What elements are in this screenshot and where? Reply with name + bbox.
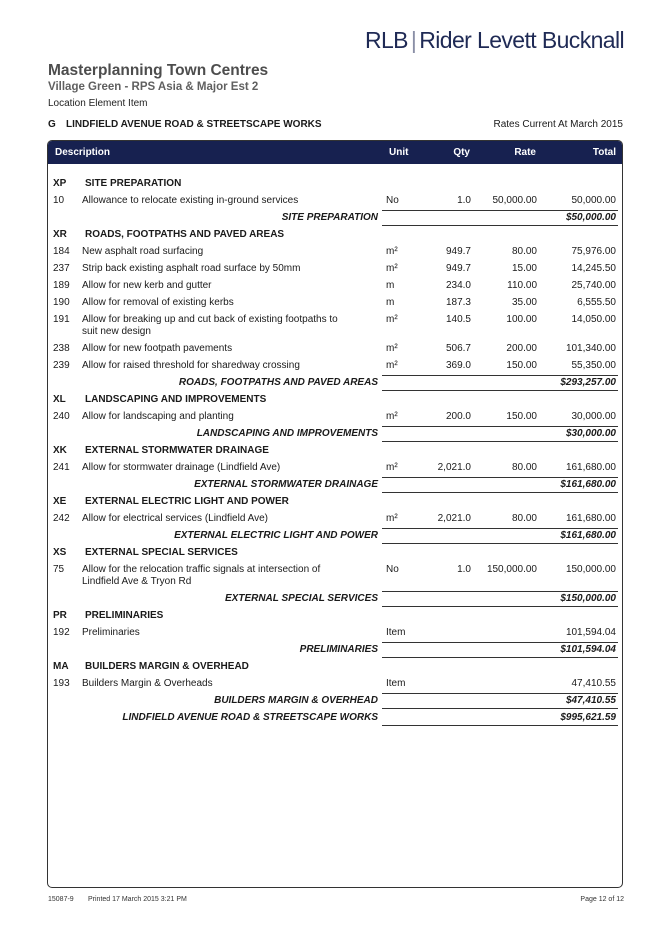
col-unit: Unit bbox=[389, 147, 409, 158]
item-qty: 234.0 bbox=[445, 280, 471, 291]
logo-separator: | bbox=[410, 27, 417, 53]
item-total: 150,000.00 bbox=[565, 564, 616, 575]
grand-total-rule bbox=[382, 725, 618, 726]
subtotal-top-rule bbox=[382, 375, 618, 376]
item-unit: Item bbox=[386, 627, 406, 638]
rlb-logo bbox=[365, 27, 624, 54]
section-code: XR bbox=[53, 229, 67, 240]
footer-page: Page 12 of 12 bbox=[580, 896, 624, 903]
item-unit: m² bbox=[386, 411, 398, 422]
item-description: Allow for new footpath pavements bbox=[82, 343, 233, 354]
rates-current: Rates Current At March 2015 bbox=[493, 119, 623, 130]
section-code: XP bbox=[53, 178, 67, 189]
item-unit: m² bbox=[386, 246, 398, 257]
item-description: Allow for new kerb and gutter bbox=[82, 280, 212, 291]
item-qty: 1.0 bbox=[457, 195, 471, 206]
subtotal-label: LANDSCAPING AND IMPROVEMENTS bbox=[196, 428, 378, 439]
item-description: Builders Margin & Overheads bbox=[82, 678, 213, 689]
item-description: Allowance to relocate existing in-ground services bbox=[82, 195, 299, 206]
item-description: Allow for landscaping and planting bbox=[82, 411, 234, 422]
item-code: 190 bbox=[53, 297, 70, 308]
footer-doc-number: 15087-9 bbox=[48, 896, 74, 903]
item-description: Lindfield Ave & Tryon Rd bbox=[82, 576, 192, 587]
item-total: 50,000.00 bbox=[571, 195, 616, 206]
item-qty: 949.7 bbox=[445, 246, 471, 257]
subtotal-value: $47,410.55 bbox=[565, 695, 616, 706]
subtotal-bottom-rule bbox=[382, 390, 618, 391]
item-rate: 80.00 bbox=[511, 246, 537, 257]
item-total: 55,350.00 bbox=[571, 360, 616, 371]
item-qty: 140.5 bbox=[445, 314, 471, 325]
item-rate: 200.00 bbox=[506, 343, 537, 354]
item-qty: 2,021.0 bbox=[437, 513, 471, 524]
col-rate: Rate bbox=[514, 147, 536, 158]
item-code: 239 bbox=[53, 360, 70, 371]
subtotal-bottom-rule bbox=[382, 492, 618, 493]
subtotal-top-rule bbox=[382, 210, 618, 211]
item-code: 191 bbox=[53, 314, 70, 325]
item-rate: 150,000.00 bbox=[486, 564, 537, 575]
item-total: 161,680.00 bbox=[565, 462, 616, 473]
subtotal-value: $161,680.00 bbox=[560, 530, 616, 541]
subtotal-bottom-rule bbox=[382, 225, 618, 226]
section-heading: LANDSCAPING AND IMPROVEMENTS bbox=[85, 394, 267, 405]
subtotal-value: $293,257.00 bbox=[560, 377, 616, 388]
item-code: 242 bbox=[53, 513, 70, 524]
item-rate: 100.00 bbox=[506, 314, 537, 325]
subtotal-value: $50,000.00 bbox=[565, 212, 616, 223]
item-rate: 80.00 bbox=[511, 513, 537, 524]
item-code: 241 bbox=[53, 462, 70, 473]
item-description: Allow for stormwater drainage (Lindfield Ave) bbox=[82, 462, 281, 473]
item-description: Strip back existing asphalt road surface by 50mm bbox=[82, 263, 301, 274]
col-total: Total bbox=[592, 147, 616, 158]
footer-printed: Printed 17 March 2015 3:21 PM bbox=[88, 896, 187, 903]
item-unit: m² bbox=[386, 314, 398, 325]
item-total: 14,245.50 bbox=[571, 263, 616, 274]
subtotal-top-rule bbox=[382, 426, 618, 427]
col-description: Description bbox=[55, 147, 111, 158]
logo-name: Rider Levett Bucknall bbox=[419, 27, 624, 53]
element-heading bbox=[48, 119, 322, 130]
item-rate: 110.00 bbox=[507, 280, 537, 291]
item-code: 193 bbox=[53, 678, 70, 689]
item-unit: No bbox=[386, 564, 399, 575]
item-unit: m² bbox=[386, 343, 398, 354]
element-code: G bbox=[48, 119, 56, 130]
section-code: MA bbox=[53, 661, 69, 672]
item-code: 237 bbox=[53, 263, 70, 274]
item-rate: 150.00 bbox=[506, 360, 537, 371]
item-unit: No bbox=[386, 195, 399, 206]
item-total: 6,555.50 bbox=[577, 297, 616, 308]
item-qty: 1.0 bbox=[457, 564, 471, 575]
item-description: Allow for the relocation traffic signals at intersection of bbox=[82, 564, 321, 575]
item-rate: 35.00 bbox=[511, 297, 537, 308]
item-description: Allow for electrical services (Lindfield Ave) bbox=[82, 513, 269, 524]
item-code: 189 bbox=[53, 280, 70, 291]
item-qty: 506.7 bbox=[445, 343, 471, 354]
section-code: XS bbox=[53, 547, 67, 558]
item-qty: 200.0 bbox=[445, 411, 471, 422]
subtotal-label: EXTERNAL STORMWATER DRAINAGE bbox=[194, 479, 378, 490]
subtotal-label: SITE PREPARATION bbox=[281, 212, 378, 223]
subtotal-top-rule bbox=[382, 528, 618, 529]
item-total: 161,680.00 bbox=[565, 513, 616, 524]
section-code: XL bbox=[53, 394, 66, 405]
location-label: Location Element Item bbox=[48, 98, 148, 109]
item-unit: m bbox=[386, 280, 395, 291]
item-qty: 369.0 bbox=[445, 360, 471, 371]
item-description: Allow for removal of existing kerbs bbox=[82, 297, 234, 308]
subtotal-top-rule bbox=[382, 642, 618, 643]
item-description: Allow for raised threshold for sharedway crossing bbox=[82, 360, 300, 371]
subtotal-top-rule bbox=[382, 477, 618, 478]
item-total: 101,594.04 bbox=[565, 627, 616, 638]
item-code: 238 bbox=[53, 343, 70, 354]
section-heading: ROADS, FOOTPATHS AND PAVED AREAS bbox=[85, 229, 285, 240]
item-total: 14,050.00 bbox=[571, 314, 616, 325]
subtotal-bottom-rule bbox=[382, 441, 618, 442]
subtotal-bottom-rule bbox=[382, 657, 618, 658]
section-code: XK bbox=[53, 445, 67, 456]
item-qty: 187.3 bbox=[445, 297, 471, 308]
item-qty: 949.7 bbox=[445, 263, 471, 274]
subtotal-value: $161,680.00 bbox=[560, 479, 616, 490]
item-total: 30,000.00 bbox=[571, 411, 616, 422]
item-total: 101,340.00 bbox=[565, 343, 616, 354]
report-subtitle: Village Green - RPS Asia & Major Est 2 bbox=[48, 81, 259, 93]
logo-abbr: RLB bbox=[364, 27, 408, 53]
col-qty: Qty bbox=[453, 147, 470, 158]
section-heading: BUILDERS MARGIN & OVERHEAD bbox=[85, 661, 249, 672]
section-heading: SITE PREPARATION bbox=[85, 178, 182, 189]
item-total: 47,410.55 bbox=[571, 678, 616, 689]
section-heading: EXTERNAL STORMWATER DRAINAGE bbox=[85, 445, 269, 456]
element-name: LINDFIELD AVENUE ROAD & STREETSCAPE WORKS bbox=[66, 119, 322, 130]
item-unit: m bbox=[386, 297, 395, 308]
item-rate: 80.00 bbox=[511, 462, 537, 473]
item-rate: 50,000.00 bbox=[492, 195, 537, 206]
subtotal-bottom-rule bbox=[382, 708, 618, 709]
subtotal-label: ROADS, FOOTPATHS AND PAVED AREAS bbox=[178, 377, 378, 388]
section-code: XE bbox=[53, 496, 67, 507]
item-rate: 15.00 bbox=[511, 263, 537, 274]
report-title: Masterplanning Town Centres bbox=[48, 62, 269, 79]
item-rate: 150.00 bbox=[506, 411, 537, 422]
item-unit: m² bbox=[386, 263, 398, 274]
item-description: New asphalt road surfacing bbox=[82, 246, 204, 257]
item-code: 75 bbox=[53, 564, 65, 575]
subtotal-value: $30,000.00 bbox=[565, 428, 616, 439]
table-header bbox=[48, 141, 622, 164]
subtotal-label: BUILDERS MARGIN & OVERHEAD bbox=[214, 695, 378, 706]
grand-total-label: LINDFIELD AVENUE ROAD & STREETSCAPE WORKS bbox=[122, 712, 378, 723]
section-code: PR bbox=[53, 610, 67, 621]
subtotal-bottom-rule bbox=[382, 543, 618, 544]
item-code: 192 bbox=[53, 627, 70, 638]
item-code: 10 bbox=[53, 195, 65, 206]
item-total: 25,740.00 bbox=[571, 280, 616, 291]
subtotal-value: $101,594.04 bbox=[560, 644, 616, 655]
item-description: Allow for breaking up and cut back of existing footpaths to bbox=[82, 314, 338, 325]
subtotal-bottom-rule bbox=[382, 606, 618, 607]
item-code: 184 bbox=[53, 246, 70, 257]
subtotal-label: EXTERNAL SPECIAL SERVICES bbox=[225, 593, 378, 604]
item-unit: m² bbox=[386, 360, 398, 371]
section-heading: PRELIMINARIES bbox=[85, 610, 164, 621]
subtotal-label: EXTERNAL ELECTRIC LIGHT AND POWER bbox=[174, 530, 378, 541]
item-unit: Item bbox=[386, 678, 406, 689]
item-description: Preliminaries bbox=[82, 627, 140, 638]
item-unit: m² bbox=[386, 513, 398, 524]
section-heading: EXTERNAL ELECTRIC LIGHT AND POWER bbox=[85, 496, 289, 507]
grand-total-value: $995,621.59 bbox=[560, 712, 616, 723]
subtotal-top-rule bbox=[382, 693, 618, 694]
item-qty: 2,021.0 bbox=[437, 462, 471, 473]
item-description: suit new design bbox=[82, 326, 151, 337]
item-total: 75,976.00 bbox=[571, 246, 616, 257]
item-unit: m² bbox=[386, 462, 398, 473]
subtotal-value: $150,000.00 bbox=[560, 593, 616, 604]
item-code: 240 bbox=[53, 411, 70, 422]
subtotal-top-rule bbox=[382, 591, 618, 592]
subtotal-label: PRELIMINARIES bbox=[299, 644, 378, 655]
section-heading: EXTERNAL SPECIAL SERVICES bbox=[85, 547, 238, 558]
